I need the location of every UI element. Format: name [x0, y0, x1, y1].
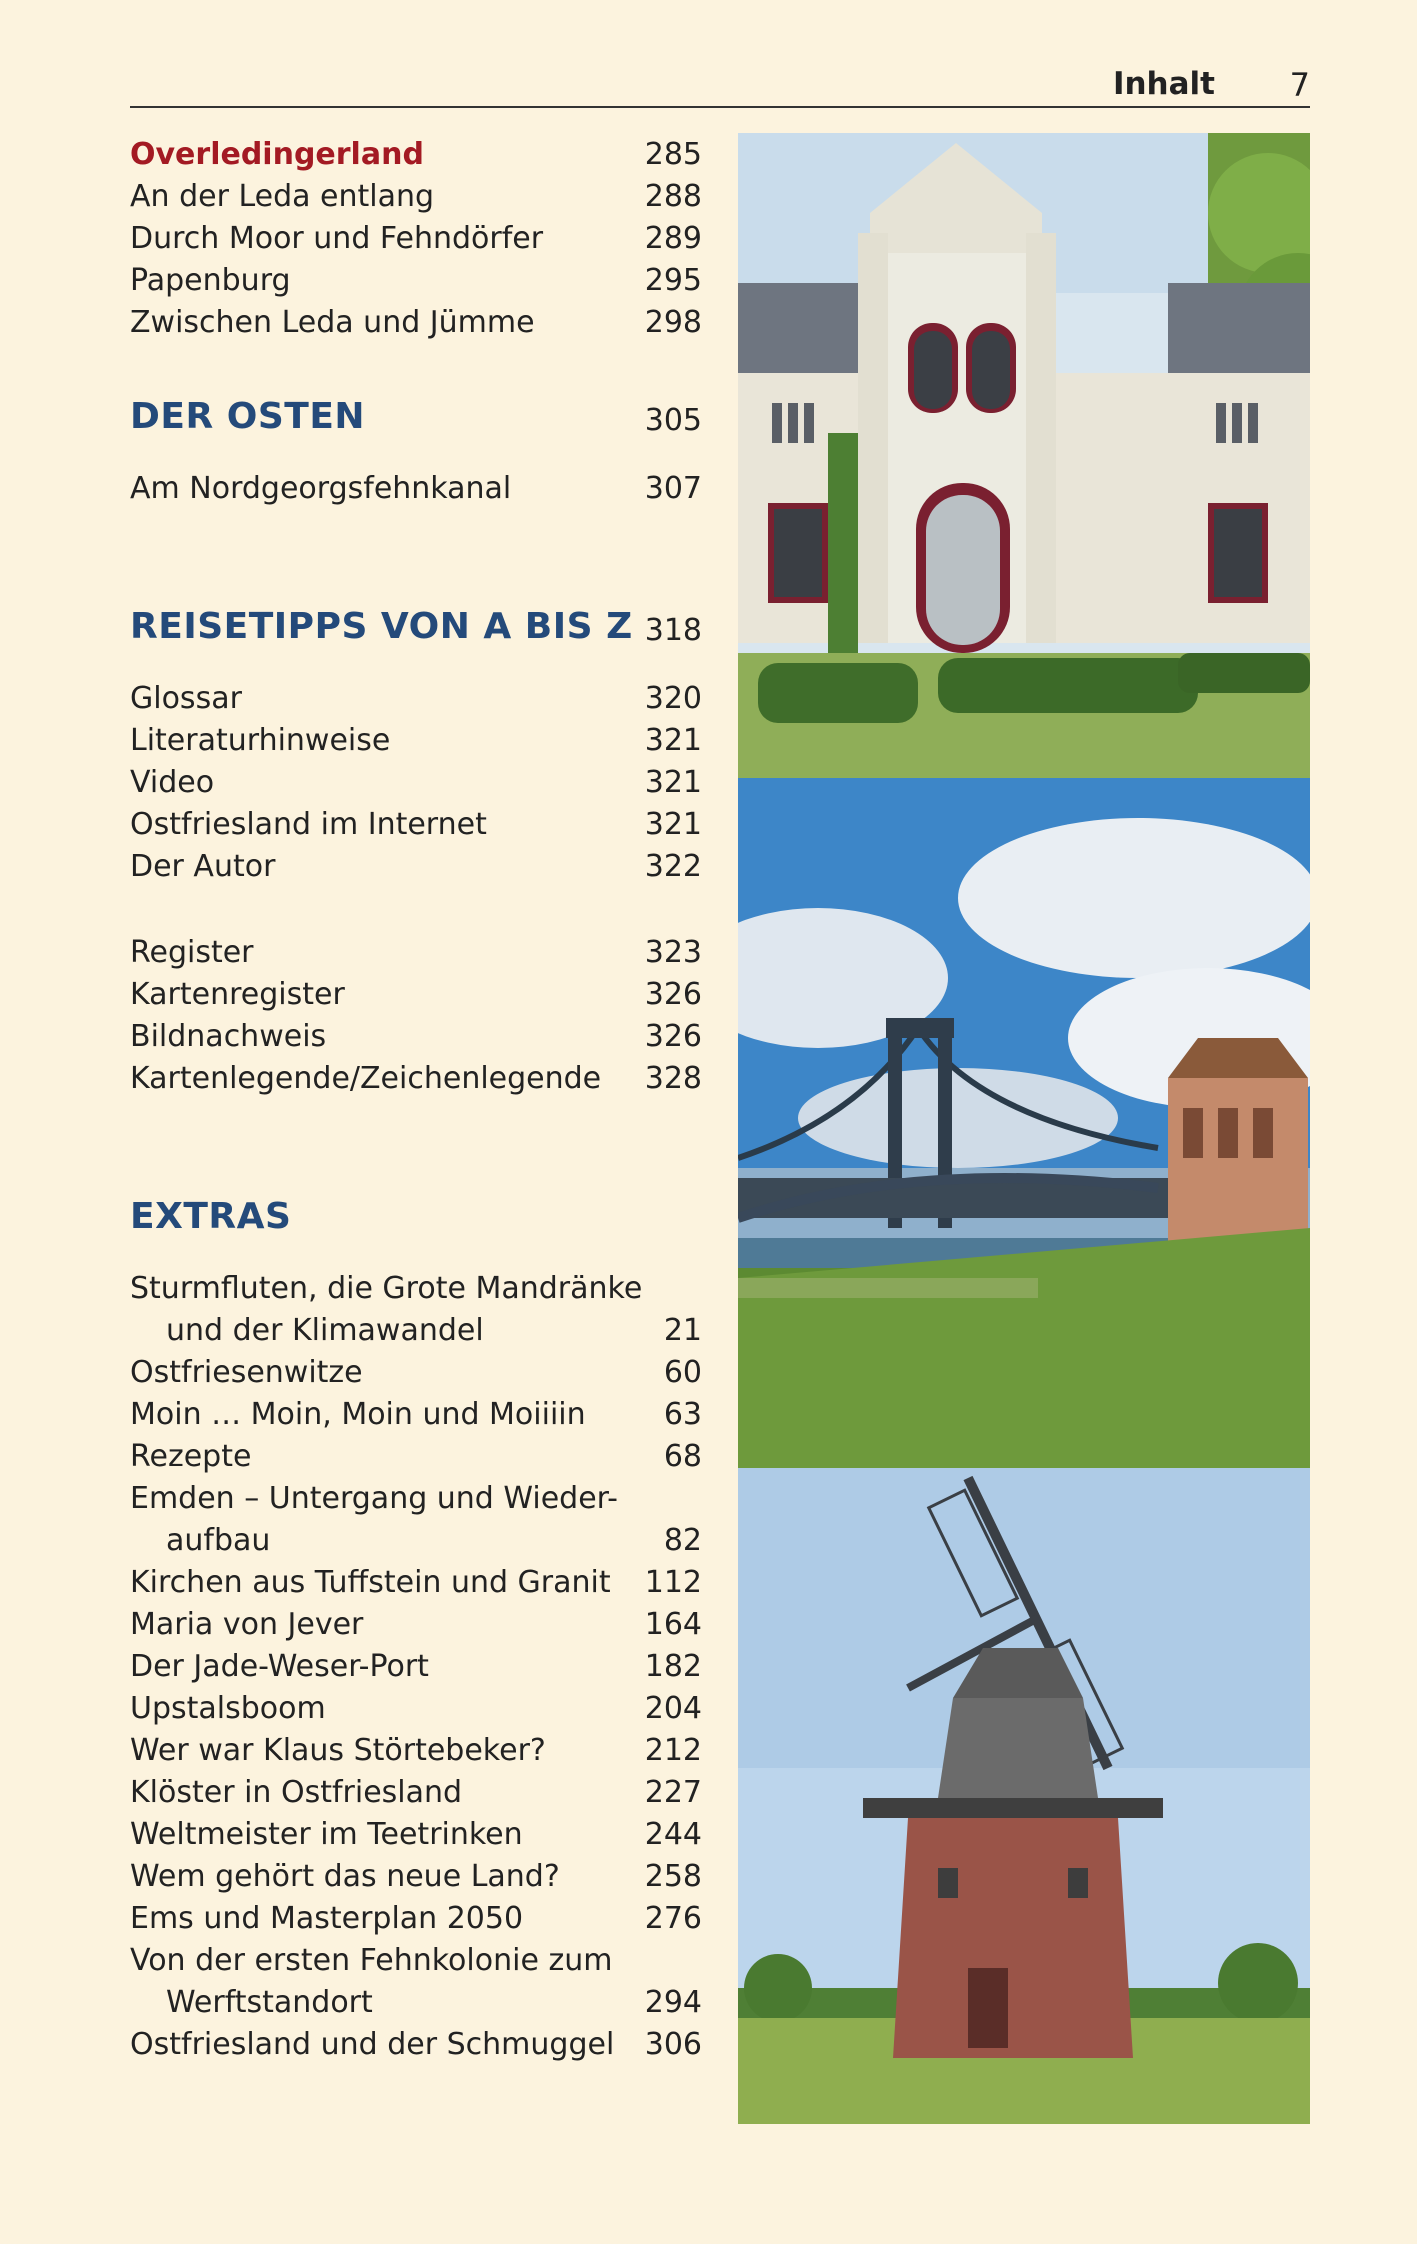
toc-entry-label: Literaturhinweise [130, 723, 391, 758]
toc-entry [130, 1352, 702, 1394]
toc-entry-label: Von der ersten Fehnkolonie zum [130, 1943, 613, 1978]
toc-entry-page: 212 [644, 1733, 702, 1768]
toc-entry-page: 276 [644, 1901, 702, 1936]
toc-entry-page: 82 [663, 1523, 702, 1558]
toc-entry [130, 1982, 702, 2024]
toc-entry-label: Werftstandort [166, 1985, 373, 2020]
toc-entry-page: 63 [663, 1397, 702, 1432]
toc-entry [130, 1688, 702, 1730]
toc-entry-label: Ostfriesenwitze [130, 1355, 363, 1390]
toc-entry [130, 1562, 702, 1604]
toc-entry [130, 1058, 702, 1100]
toc-entry [130, 932, 702, 974]
toc-entry-label: Klöster in Ostfriesland [130, 1775, 463, 1810]
toc-entry [130, 1268, 702, 1310]
page-number: 7 [1289, 66, 1310, 104]
toc-entry-label: Maria von Jever [130, 1607, 364, 1642]
toc-entry [130, 1856, 702, 1898]
toc-entry [130, 1604, 702, 1646]
toc-entry [130, 218, 702, 260]
toc-entry-label: Der Jade-Weser-Port [130, 1649, 429, 1684]
toc-entry-label: Register [130, 935, 254, 970]
toc-entry [130, 1940, 702, 1982]
toc-entry-page: 295 [644, 263, 702, 298]
toc-section-heading [130, 384, 702, 450]
toc-entry [130, 260, 702, 302]
toc-entry [130, 302, 702, 344]
toc-entry-label: Ostfriesland im Internet [130, 807, 487, 842]
toc-entry-label: Kirchen aus Tuffstein und Granit [130, 1565, 611, 1600]
photo-bridge [738, 778, 1310, 1468]
toc-entry-page: 182 [644, 1649, 702, 1684]
toc-entry-page: 285 [644, 137, 702, 172]
toc-entry-page: 306 [644, 2027, 702, 2062]
toc-entry-page: 305 [644, 403, 702, 438]
toc-entry [130, 1478, 702, 1520]
toc-entry-page: 227 [644, 1775, 702, 1810]
toc-entry-label: Durch Moor und Fehndörfer [130, 221, 544, 256]
toc-entry-page: 326 [644, 977, 702, 1012]
toc-entry-page: 298 [644, 305, 702, 340]
toc-entry-label: Glossar [130, 681, 242, 716]
toc-entry-page: 328 [644, 1061, 702, 1096]
toc-entry-page: 60 [663, 1355, 702, 1390]
toc-spacer [130, 1250, 702, 1268]
toc-entry [130, 804, 702, 846]
toc-entry-page: 112 [644, 1565, 702, 1600]
toc-entry-page: 322 [644, 849, 702, 884]
toc-entry [130, 846, 702, 888]
toc-entry-label: Sturmfluten, die Grote Mandränke [130, 1271, 643, 1306]
toc-entry-label: Weltmeister im Teetrinken [130, 1817, 523, 1852]
toc-entry-label: Wer war Klaus Störtebeker? [130, 1733, 546, 1768]
toc-entry-label: Overledingerland [130, 137, 424, 172]
toc-entry [130, 1772, 702, 1814]
toc-spacer [130, 888, 702, 932]
toc-entry-label: REISETIPPS VON A BIS Z [130, 606, 633, 647]
toc-entry-page: 244 [644, 1817, 702, 1852]
toc-entry-label: An der Leda entlang [130, 179, 435, 214]
photo-house [738, 133, 1310, 778]
toc-entry [130, 2024, 702, 2066]
toc-entry-label: Papenburg [130, 263, 291, 298]
toc-entry [130, 762, 702, 804]
toc-entry [130, 1016, 702, 1058]
toc-entry-page: 68 [663, 1439, 702, 1474]
toc-entry-page: 321 [644, 807, 702, 842]
toc-entry-page: 321 [644, 765, 702, 800]
toc-entry-page: 164 [644, 1607, 702, 1642]
page-header [130, 62, 1310, 108]
toc-entry-label: Ems und Masterplan 2050 [130, 1901, 524, 1936]
toc-entry [130, 1394, 702, 1436]
toc-entry-label: Wem gehört das neue Land? [130, 1859, 560, 1894]
toc-entry [130, 1520, 702, 1562]
toc-entry [130, 134, 702, 176]
toc-entry-page: 258 [644, 1859, 702, 1894]
toc-entry-page: 289 [644, 221, 702, 256]
toc-entry [130, 1814, 702, 1856]
toc-entry-label: Rezepte [130, 1439, 252, 1474]
toc-spacer [130, 344, 702, 384]
toc-entry-label: Zwischen Leda und Jümme [130, 305, 535, 340]
toc-entry-page: 307 [644, 471, 702, 506]
toc-entry-label: DER OSTEN [130, 396, 366, 437]
toc-section-heading [130, 1184, 702, 1250]
toc-entry-page: 204 [644, 1691, 702, 1726]
toc-spacer [130, 660, 702, 678]
toc-entry-label: Moin … Moin, Moin und Moiiiin [130, 1397, 586, 1432]
toc-entry-page: 326 [644, 1019, 702, 1054]
toc-entry-page: 288 [644, 179, 702, 214]
toc-entry [130, 678, 702, 720]
toc-entry [130, 468, 702, 510]
toc-entry [130, 176, 702, 218]
toc-entry-label: aufbau [166, 1523, 271, 1558]
toc-entry-label: Der Autor [130, 849, 276, 884]
toc-entry [130, 1310, 702, 1352]
toc-entry-label: und der Klimawandel [166, 1313, 484, 1348]
photo-column [738, 133, 1310, 2124]
toc-entry-page: 321 [644, 723, 702, 758]
toc-entry [130, 1730, 702, 1772]
toc-spacer [130, 450, 702, 468]
toc-entry-label: Video [130, 765, 215, 800]
toc-entry-page: 21 [663, 1313, 702, 1348]
toc-section-heading [130, 594, 702, 660]
toc-entry-label: Bildnachweis [130, 1019, 327, 1054]
toc-entry [130, 1436, 702, 1478]
toc-entry [130, 1646, 702, 1688]
toc-spacer [130, 510, 702, 594]
toc-entry [130, 1898, 702, 1940]
toc-entry-label: EXTRAS [130, 1196, 292, 1237]
toc-spacer [130, 1100, 702, 1184]
toc-entry-page: 320 [644, 681, 702, 716]
toc-entry-page: 294 [644, 1985, 702, 2020]
photo-windmill [738, 1468, 1310, 2124]
running-title: Inhalt [1112, 66, 1215, 102]
table-of-contents [130, 134, 702, 2066]
toc-entry-label: Ostfriesland und der Schmuggel [130, 2027, 615, 2062]
toc-entry [130, 974, 702, 1016]
toc-entry-label: Am Nordgeorgsfehnkanal [130, 471, 512, 506]
toc-entry-page: 318 [644, 613, 702, 648]
toc-entry [130, 720, 702, 762]
toc-entry-label: Kartenlegende/Zeichenlegende [130, 1061, 602, 1096]
toc-entry-label: Upstalsboom [130, 1691, 326, 1726]
toc-entry-label: Kartenregister [130, 977, 345, 1012]
toc-entry-label: Emden – Untergang und Wieder- [130, 1481, 618, 1516]
toc-entry-page: 323 [644, 935, 702, 970]
